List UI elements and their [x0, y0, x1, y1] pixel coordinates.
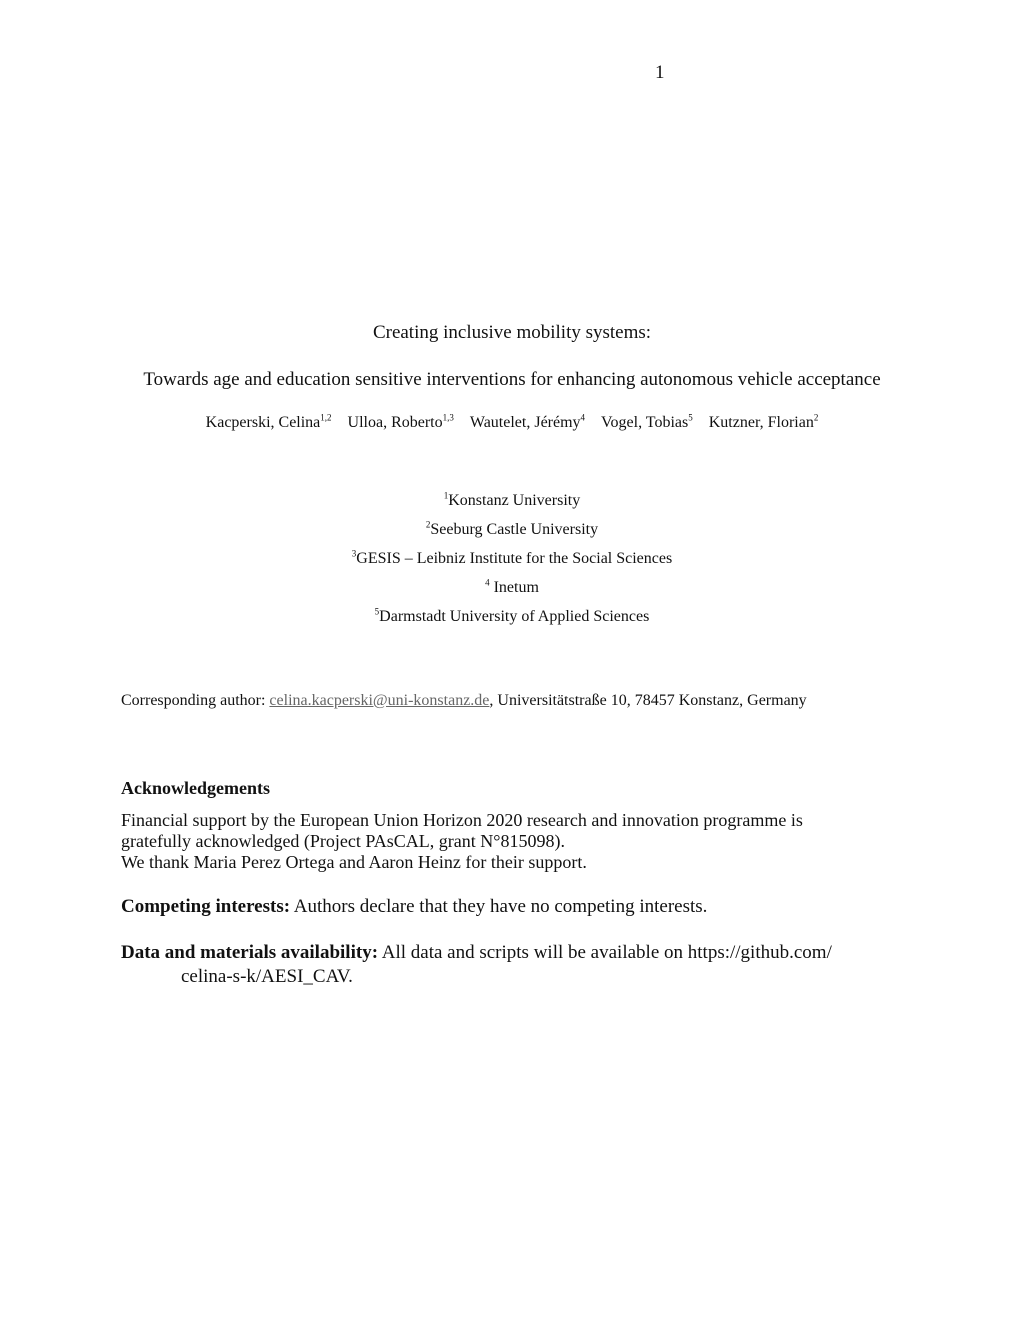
author-name: Ulloa, Roberto — [347, 414, 443, 431]
author-wautelet — [470, 414, 585, 432]
corresponding-email-link[interactable]: celina.kacperski@uni-konstanz.de — [269, 692, 490, 709]
author-affiliation-mark: 2 — [813, 412, 819, 423]
affiliation-4 — [0, 579, 1024, 597]
affiliation-name: Seeburg Castle University — [430, 521, 599, 538]
author-vogel — [601, 414, 693, 432]
page-number: 1 — [655, 62, 665, 83]
data-availability-text: All data and scripts will be available on https://github.com/ — [378, 942, 832, 963]
affiliation-3 — [0, 550, 1024, 568]
author-name: Vogel, Tobias — [601, 414, 689, 431]
competing-interests-label: Competing interests: — [121, 896, 291, 917]
acknowledgements-heading: Acknowledgements — [121, 778, 270, 798]
author-affiliation-mark: 1,3 — [442, 412, 454, 423]
corresponding-address: , Universitätstraße 10, 78457 Konstanz, Germany — [489, 692, 807, 709]
affiliation-1 — [0, 492, 1024, 510]
author-affiliation-mark: 5 — [688, 412, 693, 423]
author-name: Wautelet, Jérémy — [469, 414, 581, 431]
affiliation-2 — [0, 521, 1024, 539]
author-affiliation-mark: 4 — [580, 412, 586, 423]
author-kacperski — [206, 414, 332, 432]
affiliation-number: 1 — [443, 490, 449, 501]
affiliation-5 — [0, 608, 1024, 626]
affiliation-name: Inetum — [489, 579, 539, 596]
affiliation-name: Darmstadt University of Applied Sciences — [379, 608, 650, 625]
author-kutzner — [709, 414, 819, 432]
corresponding-author-label: Corresponding author: — [121, 692, 270, 709]
acknowledgements-body — [121, 810, 881, 873]
affiliation-number: 2 — [425, 519, 431, 530]
acknowledgements-line: Financial support by the European Union Horizon 2020 research and innovation programme is — [121, 810, 803, 830]
data-availability-continuation: celina-s-k/AESI_CAV. — [181, 966, 353, 987]
paper-title-line-2: Towards age and education sensitive interventions for enhancing autonomous vehicle acceptance — [143, 369, 881, 390]
competing-interests — [121, 896, 707, 918]
author-affiliation-mark: 1,2 — [320, 412, 332, 423]
acknowledgements-line: gratefully acknowledged (Project PAsCAL, grant N°815098). — [121, 831, 565, 851]
affiliation-name: Konstanz University — [448, 492, 581, 509]
data-availability-label: Data and materials availability: — [121, 942, 379, 963]
affiliation-number: 3 — [351, 548, 357, 559]
affiliation-name: GESIS – Leibniz Institute for the Social Sciences — [356, 550, 673, 567]
author-name: Kacperski, Celina — [205, 414, 321, 431]
acknowledgements-line: We thank Maria Perez Ortega and Aaron Heinz for their support. — [121, 852, 587, 872]
competing-interests-text: Authors declare that they have no competing interests. — [290, 896, 708, 917]
affiliation-number: 5 — [374, 606, 380, 617]
paper-title-line-1: Creating inclusive mobility systems: — [372, 322, 652, 343]
data-availability — [121, 941, 901, 989]
author-ulloa — [348, 414, 454, 432]
affiliation-number: 4 — [485, 577, 490, 588]
author-name: Kutzner, Florian — [708, 414, 814, 431]
corresponding-author — [121, 692, 807, 710]
author-list — [0, 414, 1024, 432]
